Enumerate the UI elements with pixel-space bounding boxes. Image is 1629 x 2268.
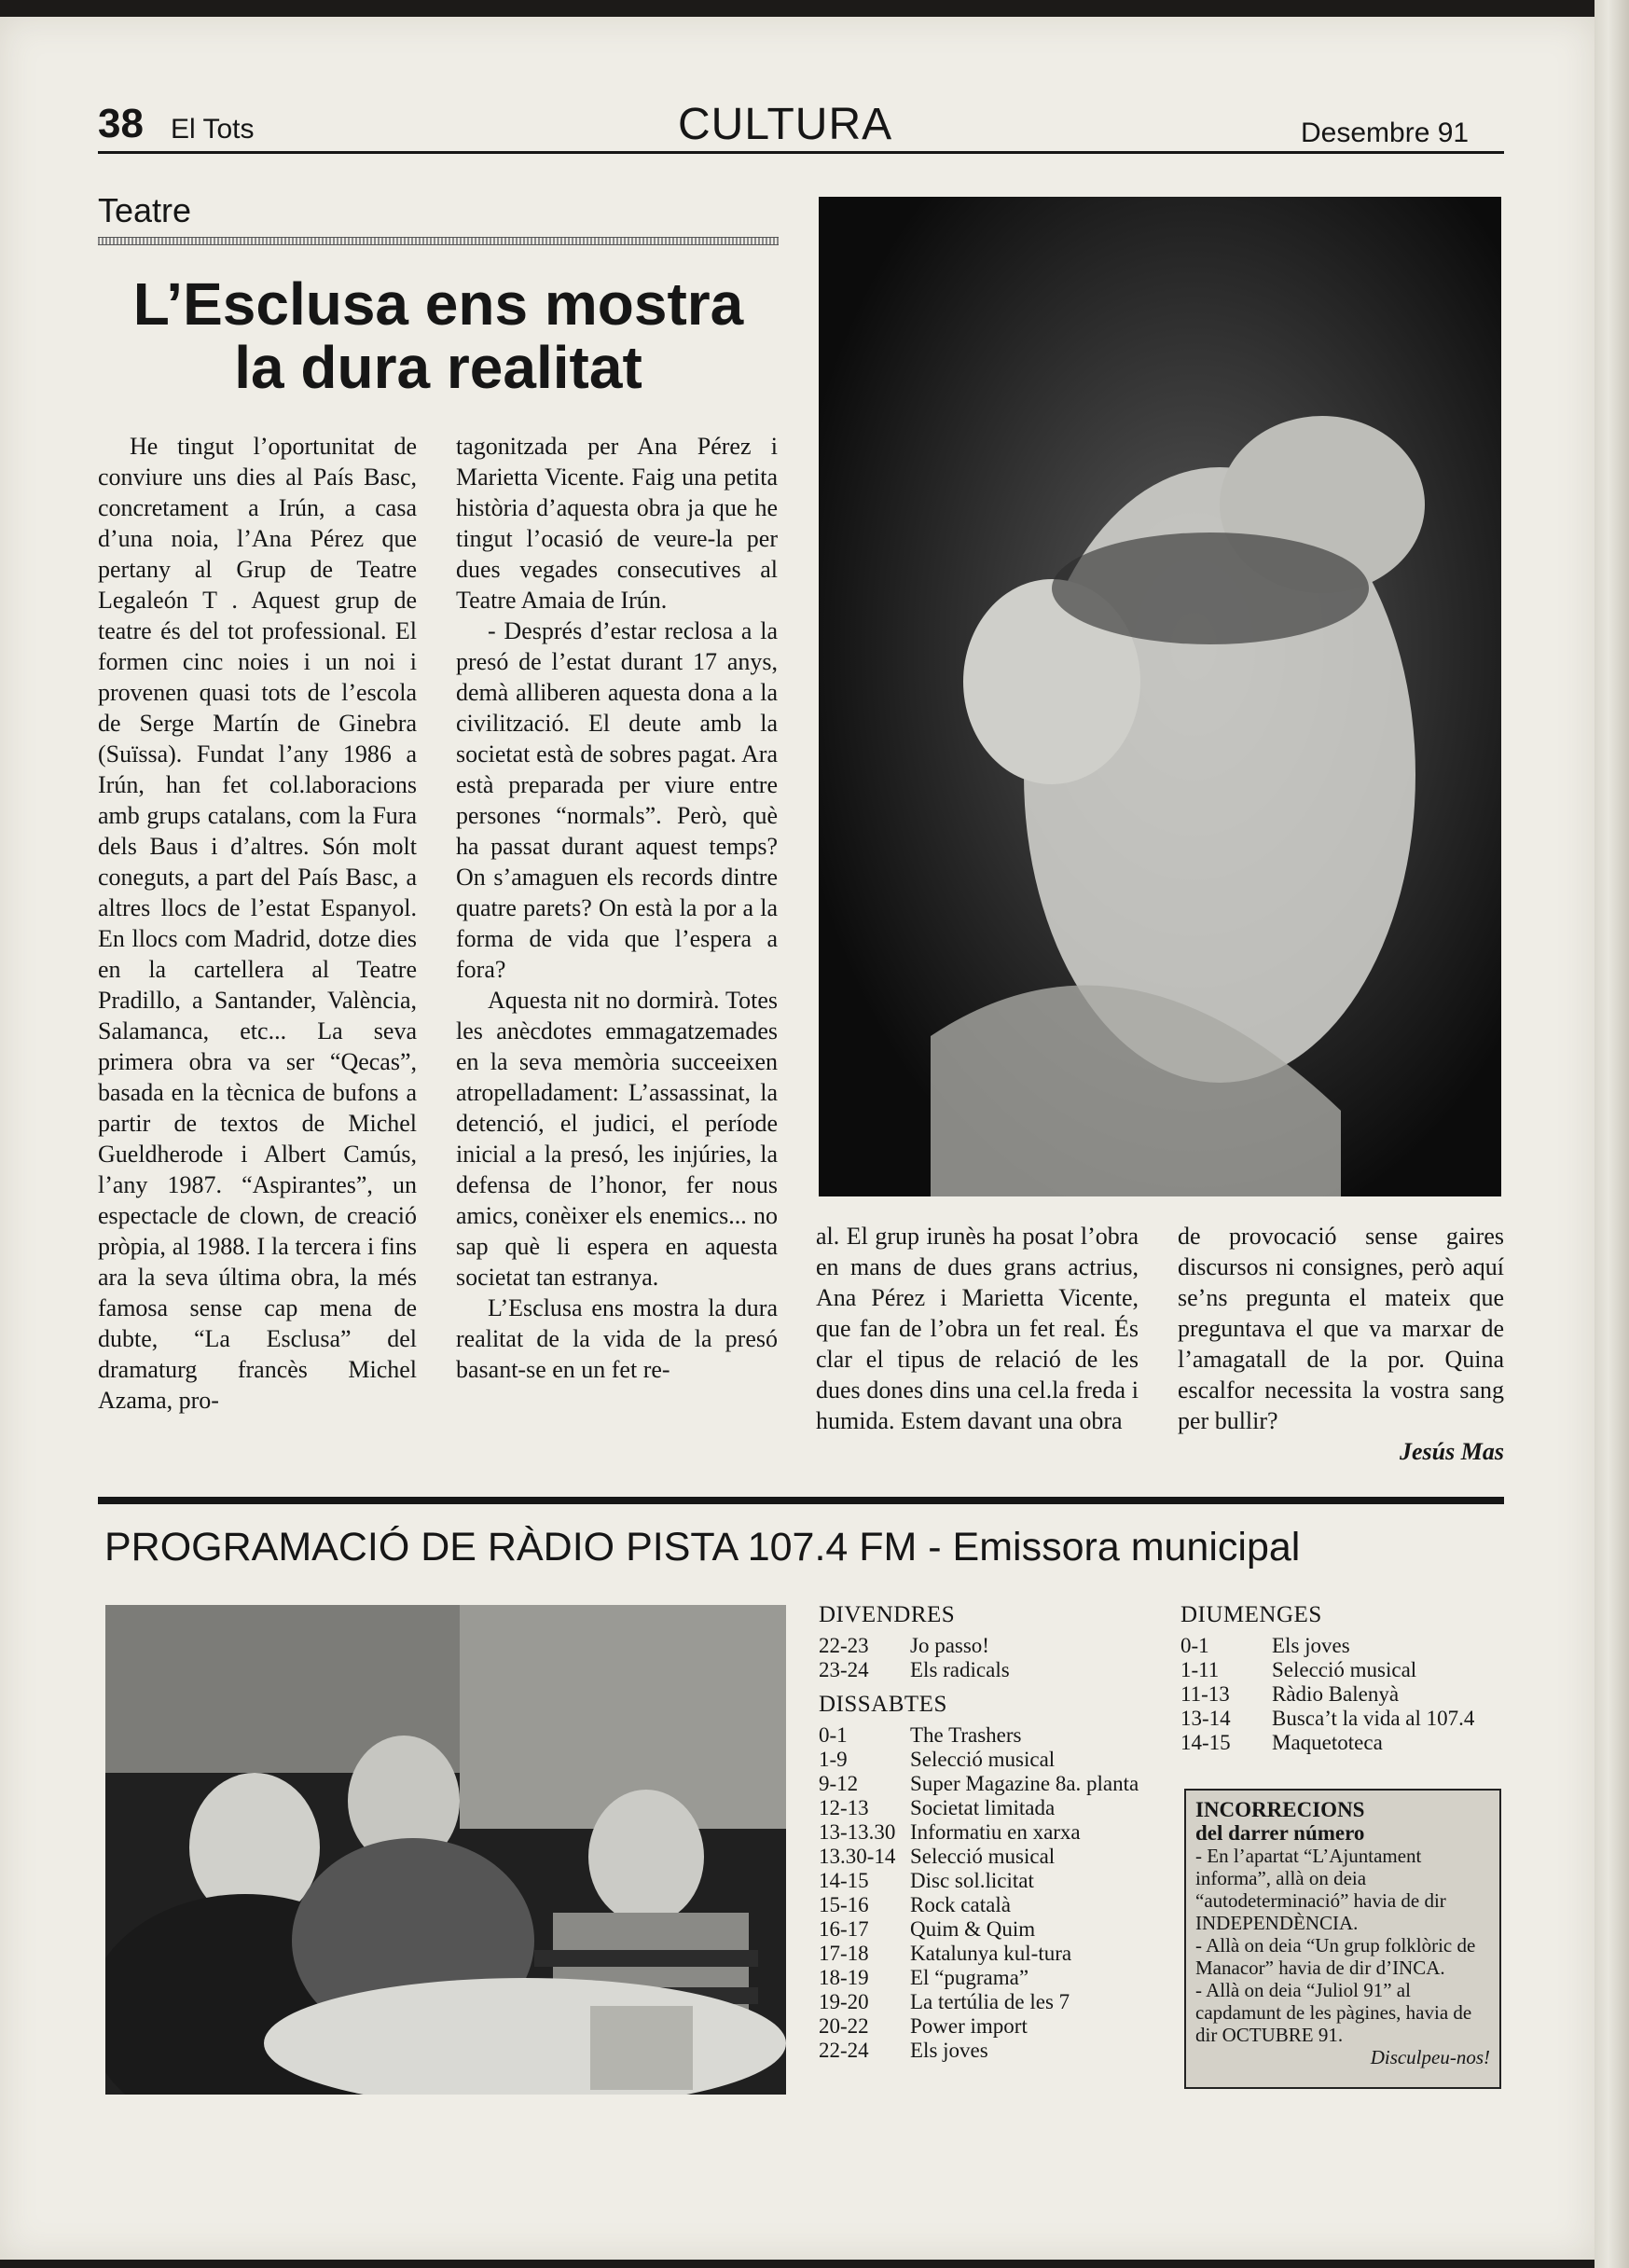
schedule-row: 15-16 Rock català [819,1893,1011,1916]
radio-schedule-sunday [1180,1602,1507,1755]
publication-name: El Tots [171,114,255,145]
kicker-rule [98,237,779,245]
correction-item: - Allà on deia “Juliol 91” al capdamunt de les pàgines, havia de dir OCTUBRE 91. [1195,1979,1472,2046]
schedule-row: 20-22 Power import [819,2014,1028,2038]
headline-line-2: la dura realitat [234,334,642,401]
schedule-day-heading: DIUMENGES [1180,1602,1322,1627]
schedule-row: 14-15 Maquetoteca [1180,1731,1383,1754]
article-paragraph: de provocació sense gaires discursos ni consignes, però aquí se’ns pregunta el mateix que preguntava el que va marxar de l’amagatall de la por. Quina escalfor necessita la vostra sang per bullir? [1178,1223,1504,1434]
correction-item: - Allà on deia “Un grup folklòric de Manacor” havia de dir d’INCA. [1195,1934,1476,1979]
schedule-row: 0-1 The Trashers [819,1723,1022,1747]
article-column-4 [1178,1221,1504,1467]
article-paragraph: He tingut l’oportunitat de conviure uns dies al País Basc, concretament a Irún, a casa d’una noia, l’Ana Pérez que pertany al Grup de Teatre Legaleón T . Aquest grup de teatre és del tot professional. El formen cinc noies i un noi i provenen quasi tots de l’escola de Serge Martín de Ginebra (Suïssa). Fundat l’any 1986 a Irún, han fet col.laboracions amb grups catalans, com la Fura dels Baus i d’altres. Són molt coneguts, a part del País Basc, a altres llocs de l’estat Espanyol. En llocs com Madrid, dotze dies en la cartellera al Teatre Pradillo, a Santander, València, Salamanca, etc... La seva primera obra va ser “Qecas”, basada en la tècnica de bufons a partir de textos de Michel Gueldherode i Albert Camús, l’any 1987. “Aspirantes”, un espectacle de clown, de creació pròpia, al 1988. I la tercera i fins ara la seva última obra, la més famosa sense cap mena de dubte, “La Esclusa” del dramaturg francès Michel Azama, pro- [98,433,417,1414]
radio-section-title: PROGRAMACIÓ DE RÀDIO PISTA 107.4 FM - Emissora municipal [104,1525,1301,1570]
schedule-table-sunday [1180,1634,1474,1755]
binding-edge [1594,0,1629,2268]
article-paragraph: - Després d’estar reclosa a la presó de l’estat durant 17 anys, demà alliberen aquesta dona a la civilització. El deute amb la societat està de sobres pagat. Ara està preparada per viure entre persones “normals”. Però, què ha passat durant aquest temps? On s’amaguen els records dintre quatre parets? On està la por a la forma de vida que l’espera a fora? [456,617,778,983]
schedule-day-heading: DIVENDRES [819,1602,956,1627]
schedule-row: 19-20 La tertúlia de les 7 [819,1990,1070,2013]
corrections-box [1184,1789,1501,2089]
header-rule [98,151,1504,154]
magazine-page [0,17,1594,2260]
section-divider [98,1497,1504,1504]
schedule-row: 18-19 El “pugrama” [819,1966,1029,1989]
schedule-row: 12-13 Societat limitada [819,1796,1056,1819]
schedule-row: 13-13.30 Informatiu en xarxa [819,1820,1081,1844]
corrections-title: INCORRECIONS [1195,1798,1365,1821]
article-kicker: Teatre [98,191,192,229]
schedule-row: 16-17 Quim & Quim [819,1917,1036,1941]
schedule-row: 22-24 Els joves [819,2039,988,2062]
schedule-row: 22-23 Jo passo! [819,1634,989,1657]
article-column-3 [816,1221,1139,1436]
article-headline [98,270,779,401]
schedule-row: 1-11 Selecció musical [1180,1658,1417,1681]
schedule-row: 14-15 Disc sol.licitat [819,1869,1034,1892]
corrections-subtitle: del darrer número [1195,1821,1365,1845]
schedule-row: 13.30-14 Selecció musical [819,1845,1056,1868]
schedule-row: 23-24 Els radicals [819,1658,1010,1681]
schedule-table-friday [819,1634,1010,1682]
schedule-row: 1-9 Selecció musical [819,1748,1056,1771]
article-column-1 [98,431,417,1416]
schedule-row: 17-18 Katalunya kul-tura [819,1942,1072,1965]
radio-studio-photo [105,1605,786,2095]
article-paragraph: L’Esclusa ens mostra la dura realitat de la vida de la presó basant-se en un fet re- [456,1294,778,1383]
schedule-row: 9-12 Super Magazine 8a. planta [819,1772,1139,1795]
headline-line-1: L’Esclusa ens mostra [132,270,744,338]
article-paragraph: al. El grup irunès ha posat l’obra en mans de dues grans actrius, Ana Pérez i Marietta Vicente, que fan de l’obra un fet real. És clar el tipus de relació de les dues dones dins una cel.la freda i humida. Estem davant una obra [816,1223,1139,1434]
corrections-closing: Disculpeu-nos! [1370,2046,1490,2068]
issue-date: Desembre 91 [1301,118,1470,148]
schedule-row: 13-14 Busca’t la vida al 107.4 [1180,1707,1475,1730]
page-number: 38 [98,101,144,146]
correction-item: - En l’apartat “L’Ajuntament informa”, allà on deia “autodeterminació” havia de dir INDEPENDÈNCIA. [1195,1845,1446,1934]
radio-schedule-friday-saturday [819,1602,1173,2063]
article-paragraph: tagonitzada per Ana Pérez i Marietta Vicente. Faig una petita història d’aquesta obra ja que he tingut l’ocasió de veure-la per dues vegades consecutives al Teatre Amaia de Irún. [456,433,778,614]
schedule-row: 11-13 Ràdio Balenyà [1180,1682,1400,1706]
article-paragraph: Aquesta nit no dormirà. Totes les anècdotes emmagatzemades en la seva memòria succeeixen atropelladament: L’assassinat, la detenció, el judici, el període inicial a la presó, les injúries, la defensa de l’honor, fer nous amics, conèixer els enemics... no sap què li espera en aquesta societat tan estranya. [456,987,778,1291]
schedule-day-heading: DISSABTES [819,1692,947,1717]
section-title: CULTURA [678,100,893,149]
schedule-row: 0-1 Els joves [1180,1634,1350,1657]
schedule-table-saturday [819,1723,1139,2063]
theatre-photo [819,197,1501,1196]
article-byline: Jesús Mas [1400,1438,1504,1465]
article-column-2 [456,431,778,1385]
